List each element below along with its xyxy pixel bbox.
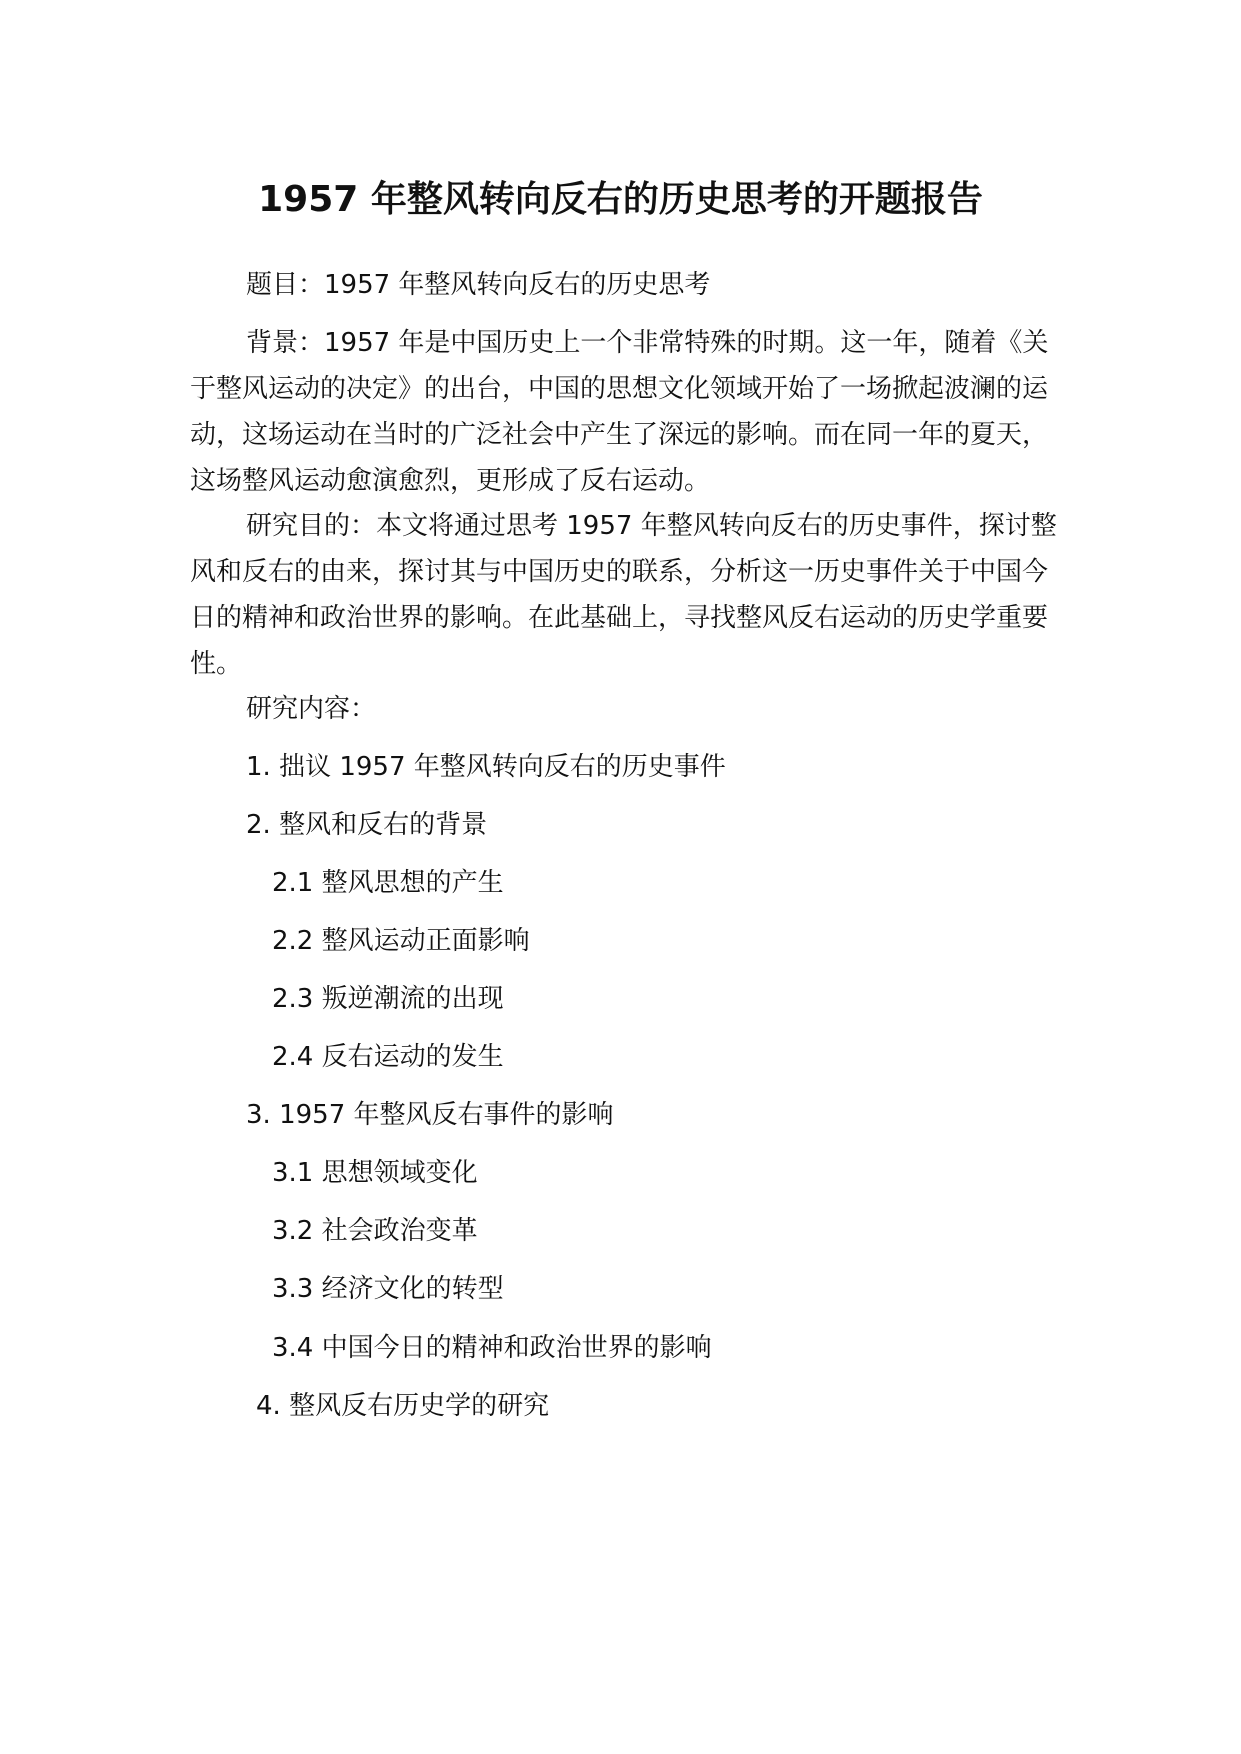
topic-paragraph: 题目：1957 年整风转向反右的历史思考 [246, 270, 711, 300]
background-paragraph: 背景：1957 年是中国历史上一个非常特殊的时期。这一年，随着《关于整风运动的决定》的出台，中国的思想文化领域开始了一场掀起波澜的运动，这场运动在当时的广泛社会中产生了深远的影响。而在同一年的夏天，这场整风运动愈演愈烈，更形成了反右运动。 [190, 328, 1049, 496]
outline-item: 3.4 中国今日的精神和政治世界的影响 [272, 1333, 712, 1363]
outline-item: 2.3 叛逆潮流的出现 [272, 984, 504, 1014]
page-title: 1957 年整风转向反右的历史思考的开题报告 [258, 179, 983, 220]
outline-item: 3.3 经济文化的转型 [272, 1274, 504, 1304]
outline-item: 3. 1957 年整风反右事件的影响 [246, 1100, 614, 1130]
outline-item: 3.1 思想领域变化 [272, 1158, 478, 1188]
outline-item: 2.1 整风思想的产生 [272, 868, 504, 898]
outline-item: 2. 整风和反右的背景 [246, 810, 488, 840]
content-heading: 研究内容： [246, 694, 377, 724]
outline-item: 4. 整风反右历史学的研究 [256, 1391, 550, 1421]
outline-item: 3.2 社会政治变革 [272, 1216, 478, 1246]
outline-item: 2.2 整风运动正面影响 [272, 926, 530, 956]
outline-item: 2.4 反右运动的发生 [272, 1042, 504, 1072]
purpose-paragraph: 研究目的：本文将通过思考 1957 年整风转向反右的历史事件，探讨整风和反右的由来，探讨其与中国历史的联系，分析这一历史事件关于中国今日的精神和政治世界的影响。在此基础上，寻找整风反右运动的历史学重要性。 [190, 511, 1057, 679]
outline-item: 1. 拙议 1957 年整风转向反右的历史事件 [246, 752, 726, 782]
